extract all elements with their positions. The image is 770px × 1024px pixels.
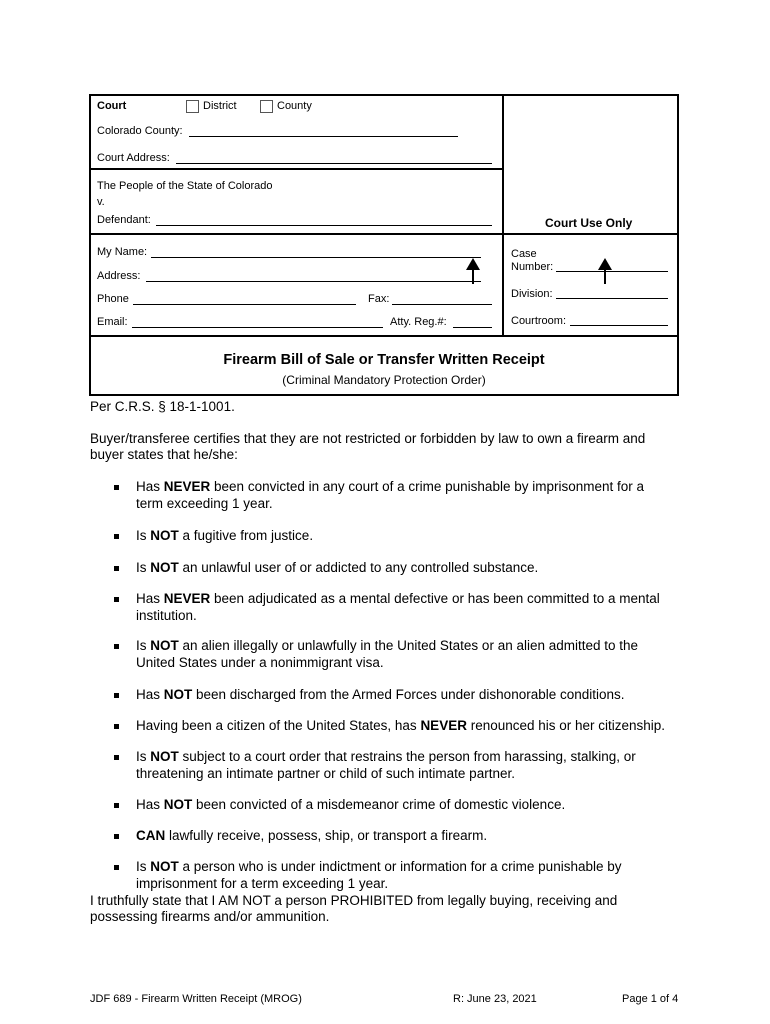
my-name-label: My Name: — [97, 246, 148, 258]
bullet-icon — [114, 534, 119, 539]
courtroom-label: Courtroom: — [511, 315, 567, 327]
list-item-line-1 — [136, 828, 696, 845]
list-item-prefix: Has — [136, 797, 164, 812]
list-item-line-1 — [136, 749, 696, 766]
list-item-emphasis: NEVER — [163, 591, 211, 606]
list-item-suffix: been adjudicated as a mental defective or has been committed to a mental — [210, 591, 660, 606]
list-item-emphasis: NOT — [150, 749, 179, 764]
court-address-field[interactable] — [176, 163, 492, 164]
bullet-icon — [114, 485, 119, 490]
number-label: Number: — [511, 261, 554, 273]
defendant-label: Defendant: — [97, 214, 151, 226]
people-label: The People of the State of Colorado — [97, 180, 273, 192]
versus-label: v. — [97, 196, 105, 208]
address-label: Address: — [97, 270, 141, 282]
bullet-icon — [114, 755, 119, 760]
list-item-emphasis: NOT — [163, 687, 193, 702]
list-item-emphasis: NOT — [150, 638, 179, 653]
district-label: District — [203, 100, 237, 112]
list-item-prefix: Is — [136, 528, 151, 543]
list-item-prefix: Has — [136, 479, 164, 494]
bullet-icon — [114, 865, 119, 870]
list-item-prefix: Having been a citizen of the United States, has — [136, 718, 421, 733]
list-item-line-1 — [136, 591, 696, 608]
footer-page: Page 1 of 4 — [622, 993, 679, 1005]
list-item-line-1 — [136, 687, 696, 704]
form-title: Firearm Bill of Sale or Transfer Written Receipt — [223, 352, 545, 368]
closing-line-2: possessing firearms and/or ammunition. — [90, 909, 330, 924]
caption-divider-3 — [91, 335, 679, 337]
list-item-line-2: United States under a nonimmigrant visa. — [136, 654, 384, 670]
list-item — [136, 749, 696, 782]
defendant-field[interactable] — [156, 225, 492, 226]
list-item — [136, 560, 696, 577]
division-field[interactable] — [556, 298, 668, 299]
list-item-suffix: subject to a court order that restrains the person from harassing, stalking, or — [178, 749, 636, 764]
list-item-emphasis: CAN — [136, 828, 166, 843]
division-label: Division: — [511, 288, 553, 300]
list-item-emphasis: NOT — [150, 859, 179, 874]
phone-field[interactable] — [133, 304, 356, 305]
list-item-line-1 — [136, 797, 696, 814]
colorado-county-field[interactable] — [189, 136, 458, 137]
list-item-prefix: Is — [136, 859, 151, 874]
phone-label: Phone — [97, 293, 129, 305]
list-item-line-1 — [136, 560, 696, 577]
closing-line-1: I truthfully state that I AM NOT a person PROHIBITED from legally buying, receiving and — [90, 893, 618, 908]
email-field[interactable] — [132, 327, 383, 328]
district-checkbox[interactable] — [186, 100, 199, 113]
arrow-up-icon — [598, 258, 612, 284]
list-item — [136, 797, 696, 814]
list-item-prefix: Is — [136, 749, 151, 764]
list-item-line-1 — [136, 859, 696, 876]
caption-frame — [89, 94, 679, 396]
list-item-suffix: been convicted in any court of a crime punishable by imprisonment for a — [210, 479, 645, 494]
statute-reference: Per C.R.S. § 18-1-1001. — [90, 399, 235, 414]
list-item-emphasis: NOT — [150, 528, 179, 543]
bullet-icon — [114, 693, 119, 698]
courtroom-field[interactable] — [570, 325, 668, 326]
list-item — [136, 591, 696, 624]
list-item-emphasis: NOT — [163, 797, 193, 812]
list-item-prefix: Has — [136, 687, 164, 702]
arrow-up-icon — [466, 258, 480, 284]
footer-form-id: JDF 689 - Firearm Written Receipt (MROG) — [90, 993, 302, 1005]
court-address-label: Court Address: — [97, 152, 170, 164]
bullet-icon — [114, 644, 119, 649]
list-item-prefix: Has — [136, 591, 164, 606]
atty-reg-field[interactable] — [453, 327, 492, 328]
list-item — [136, 528, 696, 545]
fax-field[interactable] — [392, 304, 492, 305]
list-item-line-1 — [136, 479, 696, 496]
colorado-county-label: Colorado County: — [97, 125, 183, 137]
list-item-suffix: renounced his or her citizenship. — [466, 718, 666, 733]
case-label: Case — [511, 248, 537, 260]
list-item-suffix: a fugitive from justice. — [178, 528, 314, 543]
intro-line-2: buyer states that he/she: — [90, 447, 238, 462]
list-item — [136, 687, 696, 704]
fax-label: Fax: — [368, 293, 390, 305]
email-label: Email: — [97, 316, 128, 328]
bullet-icon — [114, 566, 119, 571]
bullet-icon — [114, 724, 119, 729]
list-item-prefix: Is — [136, 638, 151, 653]
my-name-field[interactable] — [151, 257, 481, 258]
list-item — [136, 638, 696, 671]
list-item — [136, 828, 696, 845]
caption-divider-1 — [91, 168, 504, 170]
list-item-emphasis: NOT — [150, 560, 179, 575]
list-item-prefix: Is — [136, 560, 151, 575]
list-item-line-1 — [136, 718, 696, 735]
list-item-emphasis: NEVER — [163, 479, 211, 494]
list-item-suffix: a person who is under indictment or information for a crime punishable by — [178, 859, 622, 874]
caption-divider-2 — [91, 233, 679, 235]
caption-divider-vertical — [502, 96, 504, 336]
list-item-line-2: threatening an intimate partner or child of such intimate partner. — [136, 765, 515, 781]
bullet-icon — [114, 803, 119, 808]
list-item-line-2: imprisonment for a term exceeding 1 year. — [136, 875, 389, 891]
bullet-icon — [114, 597, 119, 602]
footer-revision: R: June 23, 2021 — [453, 993, 537, 1005]
court-use-only-label: Court Use Only — [545, 216, 633, 230]
list-item — [136, 859, 696, 892]
case-number-field[interactable] — [556, 271, 668, 272]
list-item-line-2: term exceeding 1 year. — [136, 495, 273, 511]
form-subtitle: (Criminal Mandatory Protection Order) — [282, 373, 486, 387]
bullet-icon — [114, 834, 119, 839]
list-item-line-1 — [136, 528, 696, 545]
address-field[interactable] — [146, 281, 481, 282]
list-item-suffix: an unlawful user of or addicted to any controlled substance. — [178, 560, 539, 575]
list-item-suffix: been discharged from the Armed Forces under dishonorable conditions. — [192, 687, 625, 702]
list-item-line-1 — [136, 638, 696, 655]
list-item-suffix: lawfully receive, possess, ship, or transport a firearm. — [165, 828, 488, 843]
list-item-suffix: been convicted of a misdemeanor crime of domestic violence. — [192, 797, 566, 812]
county-checkbox[interactable] — [260, 100, 273, 113]
intro-line-1: Buyer/transferee certifies that they are not restricted or forbidden by law to own a firearm and — [90, 431, 646, 446]
list-item-line-2: institution. — [136, 607, 197, 623]
list-item-emphasis: NEVER — [420, 718, 467, 733]
list-item — [136, 479, 696, 512]
county-label: County — [277, 100, 312, 112]
list-item-suffix: an alien illegally or unlawfully in the United States or an alien admitted to the — [178, 638, 639, 653]
atty-reg-label: Atty. Reg.#: — [390, 316, 447, 328]
list-item — [136, 718, 696, 735]
court-label: Court — [97, 100, 127, 112]
